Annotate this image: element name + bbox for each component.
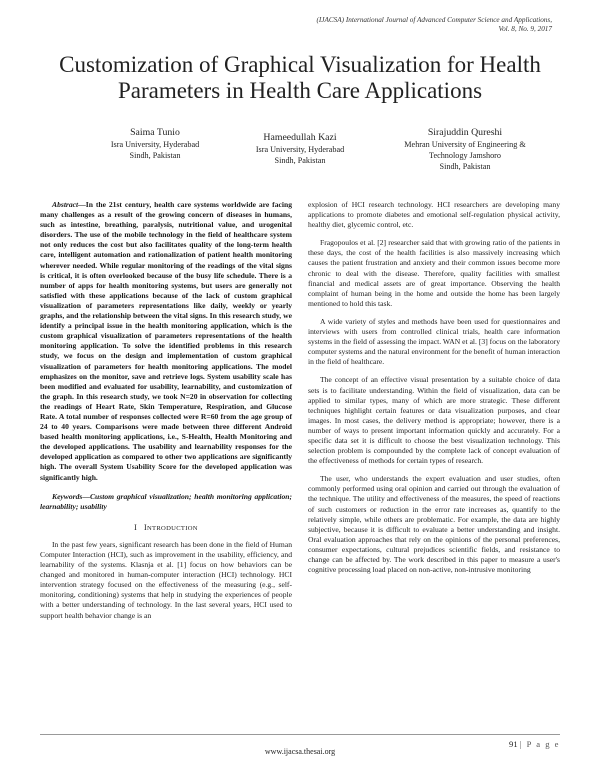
title-line-1: Customization of Graphical Visualization for Health (59, 52, 541, 77)
section-title-initial: I (143, 522, 147, 532)
left-column (40, 200, 292, 629)
author-name: Saima Tunio (130, 127, 180, 138)
body-paragraph: explosion of HCI research technology. HCI researchers are developing many applications to promote diabetes and emotional self-regulation physical activity, healthy diet, glycemic control, etc. (308, 200, 560, 230)
author-affiliation: Isra University, Hyderabad (255, 145, 345, 154)
author-location: Sindh, Pakistan (129, 151, 181, 160)
author-affiliation-2: Technology Jamshoro (429, 151, 501, 160)
author-location: Sindh, Pakistan (439, 162, 491, 171)
author-affiliation: Mehran University of Engineering & (404, 140, 526, 149)
page-number (509, 739, 560, 749)
section-heading-introduction (40, 523, 292, 534)
footer-divider (40, 734, 560, 735)
page-number-value: 91 (509, 739, 518, 749)
journal-volume: Vol. 8, No. 9, 2017 (498, 25, 552, 33)
abstract-text: —In the 21st century, health care systems worldwide are facing many challenges as a result of the growing concern of diseases in humans, such as intestine, breathing, paralysis, nutritional value, and urogenital disorders. The use of the mobile technology in the field of healthcare system not only reduces the cost but also facilitates quality of the long-term health care, intelligent automation and rationalization of patient health monitoring wherever needed. While regular monitoring of the readings of the vital signs is critical, it is often overlooked because of the busy life schedule. There is a number of apps for health monitoring systems, but users are generally not satisfied with these applications because of the lack of custom graphical visualization of parameters representations like daily, weekly or yearly graphs, and the relationship between the vital signs. In this research study, we identify a principal issue in the health monitoring application, which is the custom graphical visualization of parameters representations of the health monitoring application. To solve the identified problems in this research study, we focus on the design and implementation of custom graphical visualization of parameters for health monitoring applications. The model emphasizes on the monitor, save and retrieve logs. System usability scale has been modified and evaluated for usability, learnability, and customization of the graph. In this research study, we took N=20 in observation for collecting the readings of Heart Rate, Skin Temperature, Respiration, and Glucose Rate. A total number of responses collected were R=60 from the age group of 24 to 40 years. Comparisons were made between three different Android based health monitoring applications, i.e., S-Health, Health Monitoring and the developed applications. The usability and learnability responses for the developed application as compared to other two applications are significantly high. The overall System Usability Score for the developed application was significantly high. (40, 200, 292, 482)
section-title-rest: NTRODUCTION (146, 524, 198, 532)
right-column (308, 200, 560, 583)
body-paragraph: The user, who understands the expert evaluation and user studies, often commonly performed using oral opinion and carried out through the evaluation of the technique. The utility and effectiveness of the measures, the speed of reactions of such customers or reduction in the error rate increases as, quantify to the relatively simple, while others are problematic. For example, the data are highly subjective, because it is difficult to evaluate a better understanding and insight. Oral evaluation approaches that rely on the opinions of the personal preferences, consumer expectations, cultural prejudices scientific fields, and resistance to change can be affected by. The work described in this paper to measure a user's cognitive processing load placed on non-active, non-intrusive monitoring (308, 474, 560, 575)
author-name: Sirajuddin Qureshi (427, 127, 503, 138)
page-number-label: | P a g e (519, 739, 560, 749)
abstract (40, 200, 292, 483)
body-paragraph: The concept of an effective visual presentation by a suitable choice of data sets is to facilitate understanding. Within the field of visualization, data can be applied to similar types, many of which are more strategic. These different techniques highlight certain features or data visualization purposes, and clear images. In most cases, the delivery method is appropriate; however, there is a number of ways to present important information quickly and accurately. For a specific data set it is difficult to choose the best visualization technology. This selection problem is compounded by the complete lack of concept evaluation of the effectiveness of methods for certain types of research. (308, 375, 560, 466)
author-affiliation: Isra University, Hyderabad (110, 140, 200, 149)
journal-header (192, 16, 552, 34)
author-block-3 (380, 126, 550, 172)
body-paragraph: In the past few years, significant research has been done in the field of Human Computer Interaction (HCI), such as improvement in the usability, efficiency, and learnability of the systems. Klasnja et al. [1] focus on how behaviors can be changed and monitored in human-computer interaction (HCI) technology. HCI intervention strategy focused on the effectiveness of the measuring (e.g., self-monitoring, conditioning) systems that help in studying the experiences of people with a better understanding of technology. In the last several years, HCI used to support health behavior change is an (40, 539, 292, 620)
paper-title (40, 52, 560, 104)
section-numeral: I (134, 522, 138, 532)
journal-name: (IJACSA) International Journal of Advanced Computer Science and Applications, (316, 16, 552, 24)
author-name: Hameedullah Kazi (263, 132, 337, 143)
body-paragraph: A wide variety of styles and methods have been used for questionnaires and interviews with users from controlled clinical trials, health care information systems in the field of assessing the impact. WAN et al. [3] focus on the laboratory computer systems and the natural environment for the benefit of human interaction in the field of healthcare. (308, 316, 560, 367)
author-location: Sindh, Pakistan (274, 156, 326, 165)
title-line-2: Parameters in Health Care Applications (117, 78, 483, 103)
footer-url[interactable]: www.ijacsa.thesai.org (264, 747, 336, 756)
keywords: Keywords—Custom graphical visualization; health monitoring application; learnability; usability (40, 491, 292, 511)
body-paragraph: Fragopoulos et al. [2] researcher said that with growing ratio of the patients in these days, the cost of the health facilities is also massively increasing which causes the patient frustration and anxiety and their common issues become more chronic to deal with the disease. Therefore, quality facilities with smallest financial and medical assets are of great importance. Observing the health complaint of human being in the home and outside the home has been largely mentioned to hold this task. (308, 238, 560, 308)
abstract-label: Abstract (52, 200, 79, 209)
author-block-2 (215, 131, 385, 166)
